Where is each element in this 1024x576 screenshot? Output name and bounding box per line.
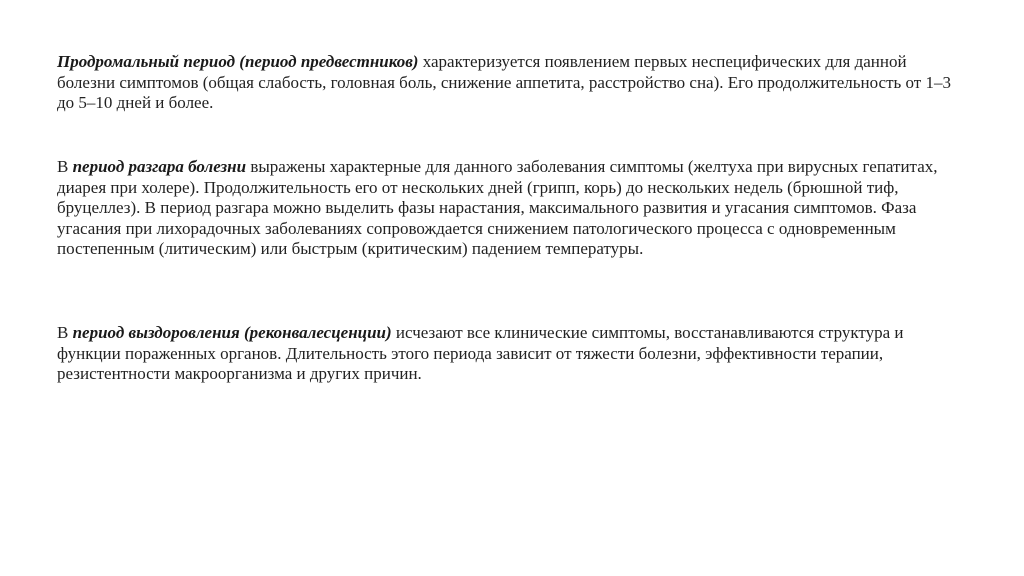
term-recovery-period: период выздоровления (реконвалесценции) [72, 323, 392, 342]
paragraph-prefix: В [57, 157, 73, 176]
paragraph-peak-period [57, 157, 957, 260]
paragraph-body: исчезают все клинические симптомы, восстанавливаются структура и функции пораженных органов. Длительность этого периода зависит от тяжести болезни, эффективности терапии, резистентности макроорганизма и других причин. [57, 323, 904, 383]
paragraph-recovery-period [57, 323, 957, 385]
paragraph-body: характеризуется появлением первых неспецифических для данной болезни симптомов (общая слабость, головная боль, снижение аппетита, расстройство сна). Его продолжительность от 1–3 до 5–10 дней и более. [57, 52, 951, 112]
term-peak-period: период разгара болезни [72, 157, 247, 176]
paragraph-body: выражены характерные для данного заболевания симптомы (желтуха при вирусных гепатитах, диарея при холере). Продолжительность его от нескольких дней (грипп, корь) до нескольких недель (брюшной тиф, бруцеллез). В период разгара можно выделить фазы нарастания, максимального развития и угасания симптомов. Фаза угасания при лихорадочных заболеваниях сопровождается снижением патологического процесса с одновременным постепенным (литическим) или быстрым (критическим) падением температуры. [57, 157, 938, 258]
term-prodromal-period: Продромальный период (период предвестников) [57, 52, 419, 71]
paragraph-prodromal-period [57, 52, 957, 114]
paragraph-prefix: В [57, 323, 73, 342]
